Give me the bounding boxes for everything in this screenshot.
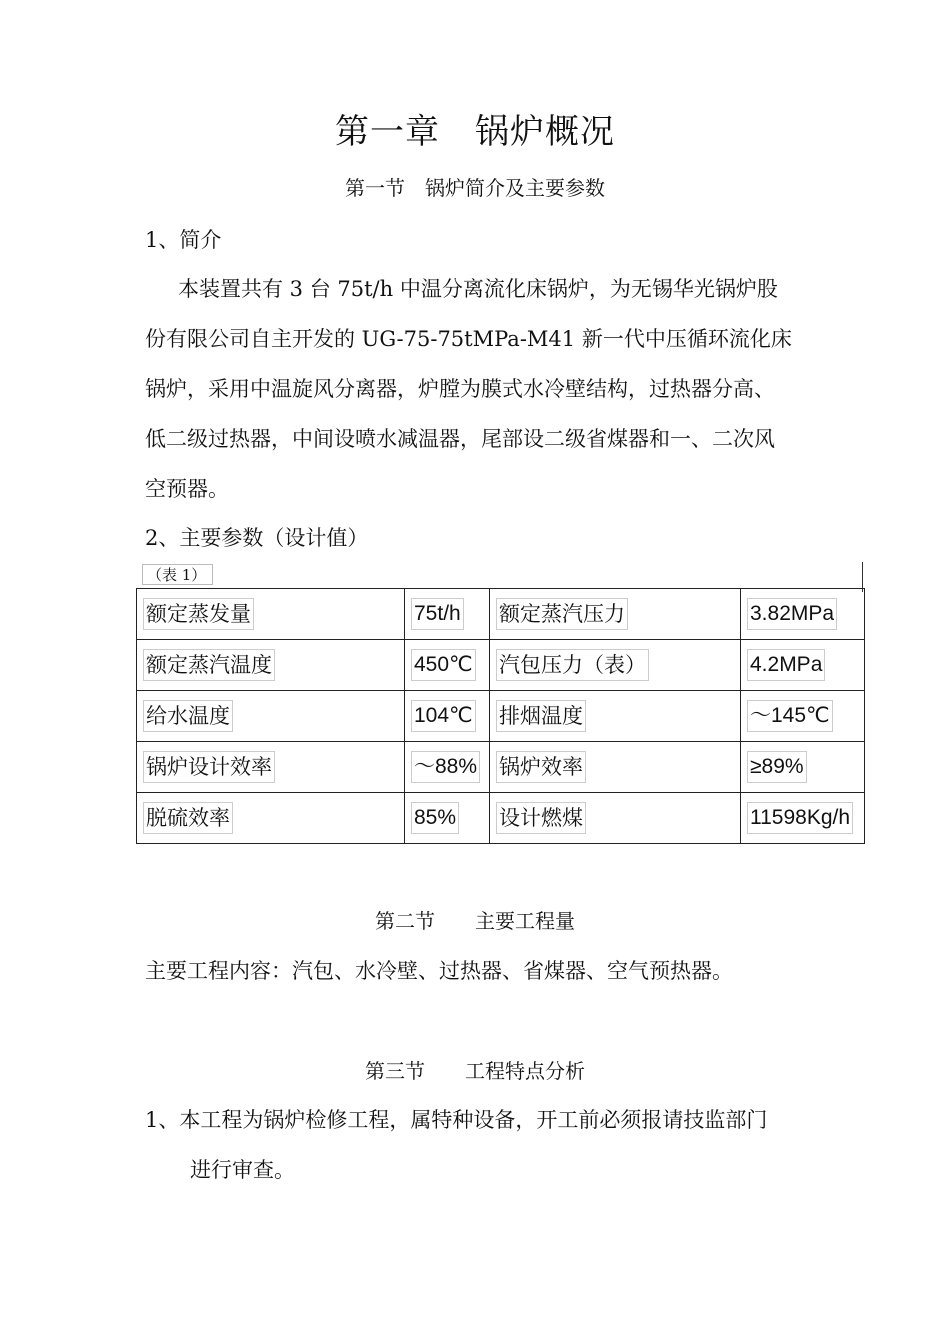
table-row: [137, 691, 865, 742]
param-value-cell: [405, 589, 490, 640]
table-row: [137, 742, 865, 793]
param-value-cell: [405, 691, 490, 742]
param-value-cell: [741, 742, 865, 793]
param-name-cell: [490, 691, 741, 742]
parameters-table: [136, 588, 865, 844]
section-3-title: 第三节 工程特点分析: [365, 1059, 585, 1083]
param-name-cell: [137, 742, 405, 793]
param-name: 额定蒸汽温度: [143, 649, 275, 681]
params-heading: 2、主要参数（设计值）: [145, 526, 369, 550]
param-value: 75t/h: [411, 598, 464, 630]
chapter-title: 第一章 锅炉概况: [335, 112, 615, 152]
param-name: 额定蒸发量: [143, 598, 254, 630]
param-value: ～88%: [411, 751, 480, 783]
table-row: [137, 640, 865, 691]
param-name: 给水温度: [143, 700, 233, 732]
param-value-cell: [741, 691, 865, 742]
section-2-title: 第二节 主要工程量: [375, 909, 575, 933]
param-value: 3.82MPa: [747, 598, 837, 630]
param-value-cell: [405, 742, 490, 793]
param-name: 锅炉设计效率: [143, 751, 275, 783]
intro-line-4: 低二级过热器，中间设喷水减温器，尾部设二级省煤器和一、二次风: [145, 427, 775, 451]
param-value: 85%: [411, 802, 459, 834]
param-name: 脱硫效率: [143, 802, 233, 834]
section-3-item-1-line-1: 1、本工程为锅炉检修工程，属特种设备，开工前必须报请技监部门: [145, 1108, 768, 1132]
param-name-cell: [137, 691, 405, 742]
section-3-item-1-line-2: 进行审查。: [190, 1158, 295, 1182]
param-value-cell: [741, 793, 865, 844]
param-name: 排烟温度: [496, 700, 586, 732]
param-name-cell: [490, 589, 741, 640]
param-value-cell: [741, 640, 865, 691]
section-2-content: 主要工程内容：汽包、水冷壁、过热器、省煤器、空气预热器。: [145, 959, 733, 983]
table-caption: （表 1）: [142, 564, 213, 585]
param-name-cell: [137, 589, 405, 640]
intro-line-2: 份有限公司自主开发的 UG-75-75tMPa-M41 新一代中压循环流化床: [145, 327, 792, 351]
param-value: 104℃: [411, 700, 476, 732]
section-1-title: 第一节 锅炉简介及主要参数: [345, 176, 605, 200]
param-name-cell: [490, 640, 741, 691]
param-value: ≥89%: [747, 751, 807, 783]
param-name: 设计燃煤: [496, 802, 586, 834]
table-row: [137, 793, 865, 844]
param-name-cell: [137, 793, 405, 844]
param-name: 锅炉效率: [496, 751, 586, 783]
param-name-cell: [490, 742, 741, 793]
param-name-cell: [490, 793, 741, 844]
param-value: 11598Kg/h: [747, 802, 853, 834]
param-value: ～145℃: [747, 700, 833, 732]
param-name-cell: [137, 640, 405, 691]
param-value-cell: [741, 589, 865, 640]
param-value-cell: [405, 640, 490, 691]
param-value-cell: [405, 793, 490, 844]
param-value: 4.2MPa: [747, 649, 825, 681]
intro-line-1: 本装置共有 3 台 75t/h 中温分离流化床锅炉，为无锡华光锅炉股: [178, 277, 778, 301]
param-name: 汽包压力（表）: [496, 649, 649, 681]
intro-heading: 1、简介: [145, 228, 222, 252]
intro-line-3: 锅炉，采用中温旋风分离器，炉膛为膜式水冷壁结构，过热器分高、: [145, 377, 775, 401]
param-value: 450℃: [411, 649, 476, 681]
param-name: 额定蒸汽压力: [496, 598, 628, 630]
table-row: [137, 589, 865, 640]
intro-line-5: 空预器。: [145, 477, 229, 501]
